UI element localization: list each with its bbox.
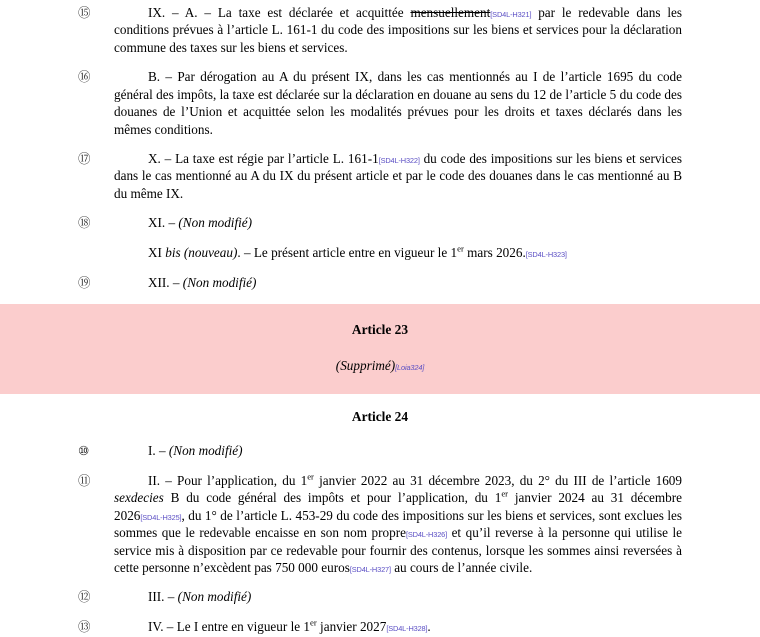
- body-text: XI: [148, 245, 166, 261]
- body-text: X. – La taxe est régie par l’article L. 161-1: [148, 150, 379, 166]
- paragraph-text: [114, 4, 682, 56]
- circled-number-icon: ⑯: [78, 69, 91, 85]
- italic-text: (Non modifié): [182, 274, 257, 290]
- paragraph-row: [0, 68, 760, 138]
- body-text: IV. – Le I entre en vigueur le 1: [148, 619, 310, 635]
- body-text: mars 2026.: [463, 245, 526, 261]
- article-24-section: [0, 408, 760, 637]
- article-23-status: [0, 357, 760, 374]
- paragraph-number-marker[interactable]: [0, 442, 114, 460]
- body-text: par le redevable dans les conditions prévues à l’article L. 161-1 du code des impositions sur les biens et services pour la déclaration commune des taxes sur les biens et services.: [114, 5, 682, 55]
- paragraph-number-marker[interactable]: [0, 214, 114, 232]
- paragraph-number-marker[interactable]: [0, 588, 114, 606]
- paragraph-row: [0, 244, 760, 261]
- amendment-reference-tag[interactable]: [SD4L-H323]: [525, 250, 567, 260]
- body-text: IX. – A. – La taxe est déclarée et acquittée: [148, 5, 411, 20]
- article-23-heading: Article 23: [351, 321, 409, 337]
- paragraph-number-marker[interactable]: [0, 274, 114, 292]
- italic-text: sexdecies: [114, 490, 164, 506]
- paragraph-body: [114, 274, 682, 291]
- body-text: XI. –: [148, 215, 179, 231]
- body-text: B du code général des impôts et pour l’application, du 1: [163, 490, 502, 506]
- struck-text: mensuellement: [410, 5, 491, 20]
- paragraph-row: [0, 150, 760, 202]
- paragraph-row: [0, 442, 760, 460]
- italic-text: bis (nouveau): [165, 245, 238, 261]
- italic-text: (Non modifié): [177, 589, 252, 605]
- paragraph-row: [0, 618, 760, 636]
- paragraph-body: [114, 618, 682, 635]
- article-24-heading: Article 24: [351, 409, 409, 424]
- circled-number-icon: ⑫: [78, 589, 91, 605]
- paragraph-text: [114, 68, 682, 138]
- paragraph-number-marker[interactable]: [0, 618, 114, 636]
- body-text: janvier 2027: [316, 619, 387, 635]
- paragraph-row: [0, 4, 760, 56]
- circled-number-icon: ⑲: [78, 274, 91, 290]
- paragraph-text: [114, 244, 682, 261]
- ordinal-suffix: er: [501, 488, 509, 499]
- body-text: . – Le présent article entre en vigueur le 1: [237, 245, 458, 261]
- body-text: XII. –: [148, 274, 183, 290]
- body-text: I. –: [148, 442, 169, 458]
- paragraph-row: [0, 588, 760, 606]
- circled-number-icon: ⑱: [78, 215, 91, 231]
- circled-number-icon: ⑰: [78, 150, 91, 166]
- body-text: III. –: [148, 589, 178, 605]
- article-24-body: [0, 442, 760, 637]
- body-text: janvier 2022 au 31 décembre 2023, du 2° du III de l’article 1609: [313, 472, 682, 488]
- amendment-reference-tag[interactable]: [SD4L-H325]: [140, 512, 182, 522]
- body-text: II. – Pour l’application, du 1: [148, 472, 308, 488]
- ordinal-suffix: er: [457, 243, 464, 254]
- paragraph-body: [114, 244, 682, 261]
- paragraph-row: [0, 472, 760, 577]
- paragraph-text: [114, 472, 682, 577]
- article-22-continuation: [0, 4, 760, 292]
- amendment-reference-tag[interactable]: [SD4L-H321]: [490, 10, 532, 19]
- circled-number-icon: ⑩: [78, 442, 90, 458]
- circled-number-icon: ⑪: [78, 472, 91, 488]
- article-23-reference-tag: [Loia324]: [395, 362, 425, 372]
- body-text: du code des impositions sur les biens et services dans le cas mentionné au A du IX du présent article et par le code des douanes dans le cas mentionné au B du même IX.: [114, 150, 683, 201]
- amendment-reference-tag[interactable]: [SD4L-H322]: [378, 155, 420, 165]
- paragraph-text: [114, 588, 682, 605]
- paragraph-row: [0, 274, 760, 292]
- paragraph-number-marker[interactable]: [0, 4, 114, 22]
- paragraph-body: [114, 214, 682, 231]
- paragraph-text: [114, 214, 682, 231]
- body-text: B. – Par dérogation au A du présent IX, dans les cas mentionnés au I de l’article 1695 du code général des impôts, la taxe est déclarée sur la déclaration en douane au sens du 12 de l’article 5 du code des douanes de l’Union et acquittée selon les modalités prévues pour les droits et taxes déclarés dans les mêmes conditions.: [114, 69, 682, 137]
- italic-text: (Non modifié): [178, 215, 253, 231]
- amendment-reference-tag[interactable]: [SD4L-H328]: [386, 624, 428, 634]
- paragraph-body: [114, 472, 682, 577]
- paragraph-body: [114, 150, 682, 202]
- body-text: janvier 2024 au 31 décembre 2026: [114, 490, 683, 523]
- paragraph-number-marker[interactable]: [0, 472, 114, 490]
- paragraph-body: [114, 4, 682, 56]
- paragraph-body: [114, 68, 682, 138]
- body-text: et qu’il reverse à la personne qui utilise le service mis à disposition par ce redevable pour fournir des contenus, lorsque les sommes ainsi reversées à cette personne n’excèdent pas 750 000 euros: [114, 525, 682, 575]
- ordinal-suffix: er: [309, 618, 317, 629]
- italic-text: (Non modifié): [168, 442, 243, 458]
- circled-number-icon: ⑬: [78, 619, 91, 635]
- paragraph-text: [114, 274, 682, 291]
- article-23-section: [0, 304, 760, 394]
- paragraph-text: [114, 618, 682, 635]
- ordinal-suffix: er: [307, 471, 314, 482]
- body-text: , du 1° de l’article L. 453-29 du code des impositions sur les biens et services, sont exclues les sommes que le redevable encaisse en son nom propre: [114, 507, 682, 541]
- article-23-status-text: (Supprimé): [335, 357, 396, 373]
- paragraph-body: [114, 588, 682, 605]
- amendment-reference-tag[interactable]: [SD4L-H326]: [405, 530, 448, 540]
- body-text: .: [427, 619, 431, 635]
- paragraph-number-marker[interactable]: [0, 150, 114, 168]
- body-text: au cours de l’année civile.: [390, 559, 533, 575]
- circled-number-icon: ⑮: [78, 5, 91, 20]
- paragraph-number-marker[interactable]: [0, 68, 114, 86]
- paragraph-body: [114, 442, 682, 459]
- paragraph-row: [0, 214, 760, 232]
- amendment-reference-tag[interactable]: [SD4L-H327]: [349, 564, 391, 574]
- paragraph-text: [114, 442, 682, 459]
- paragraph-text: [114, 150, 682, 202]
